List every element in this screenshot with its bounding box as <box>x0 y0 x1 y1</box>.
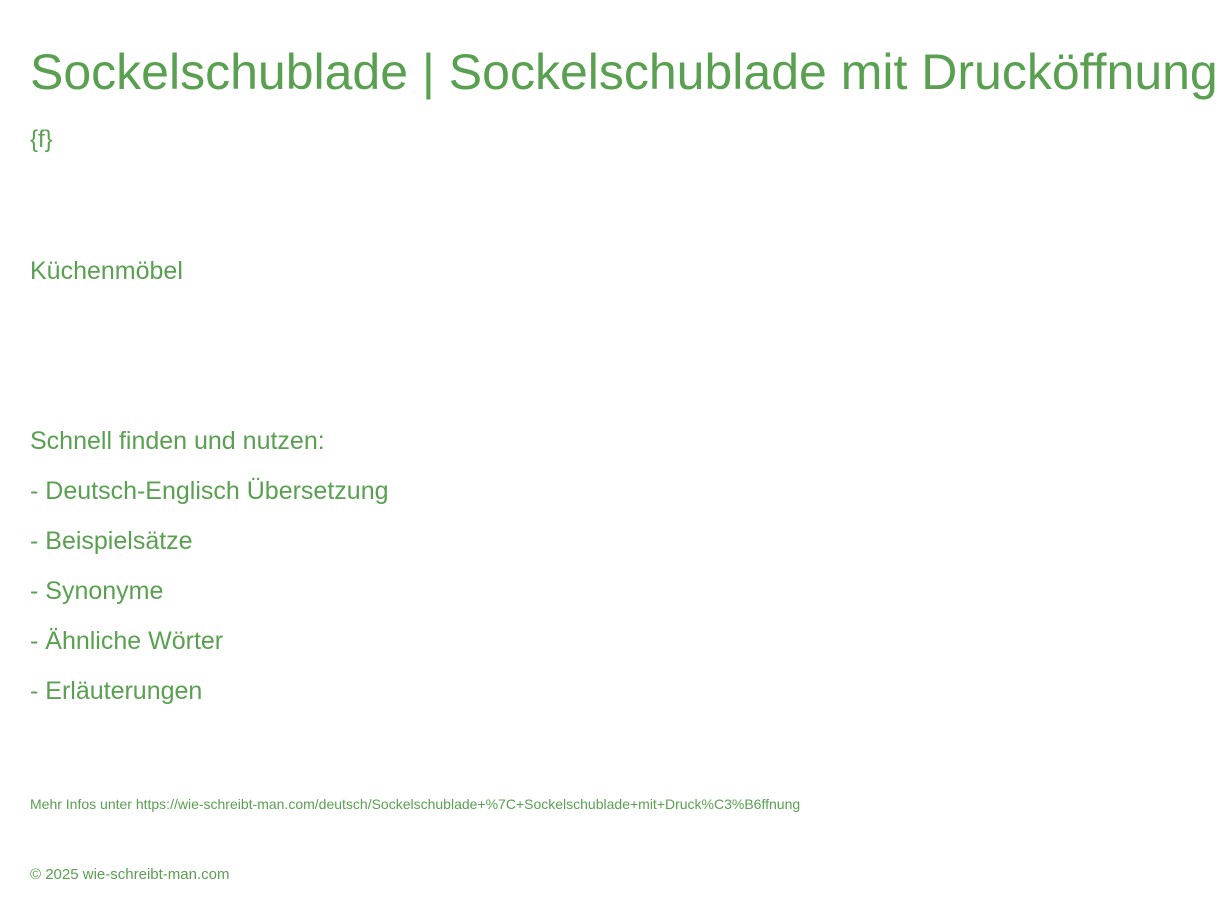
more-info-prefix: Mehr Infos unter <box>30 796 136 812</box>
feature-item-explanations: - Erläuterungen <box>30 677 203 705</box>
feature-item-translation: - Deutsch-Englisch Übersetzung <box>30 477 389 505</box>
gender-symbol: {f} <box>30 126 53 153</box>
feature-item-synonyms: - Synonyme <box>30 577 164 605</box>
feature-item-examples: - Beispielsätze <box>30 527 193 555</box>
page-title: Sockelschublade | Sockelschublade mit Drucköffnung <box>30 44 1218 100</box>
feature-item-similar-words: - Ähnliche Wörter <box>30 627 224 655</box>
features-heading: Schnell finden und nutzen: <box>30 427 325 455</box>
more-info-line <box>30 795 800 813</box>
more-info-link[interactable]: https://wie-schreibt-man.com/deutsch/Sockelschublade+%7C+Sockelschublade+mit+Druck%C3%B6ffnung <box>135 796 801 812</box>
features-list <box>30 475 389 725</box>
copyright: © 2025 wie-schreibt-man.com <box>30 866 230 883</box>
category-label: Küchenmöbel <box>30 257 183 285</box>
